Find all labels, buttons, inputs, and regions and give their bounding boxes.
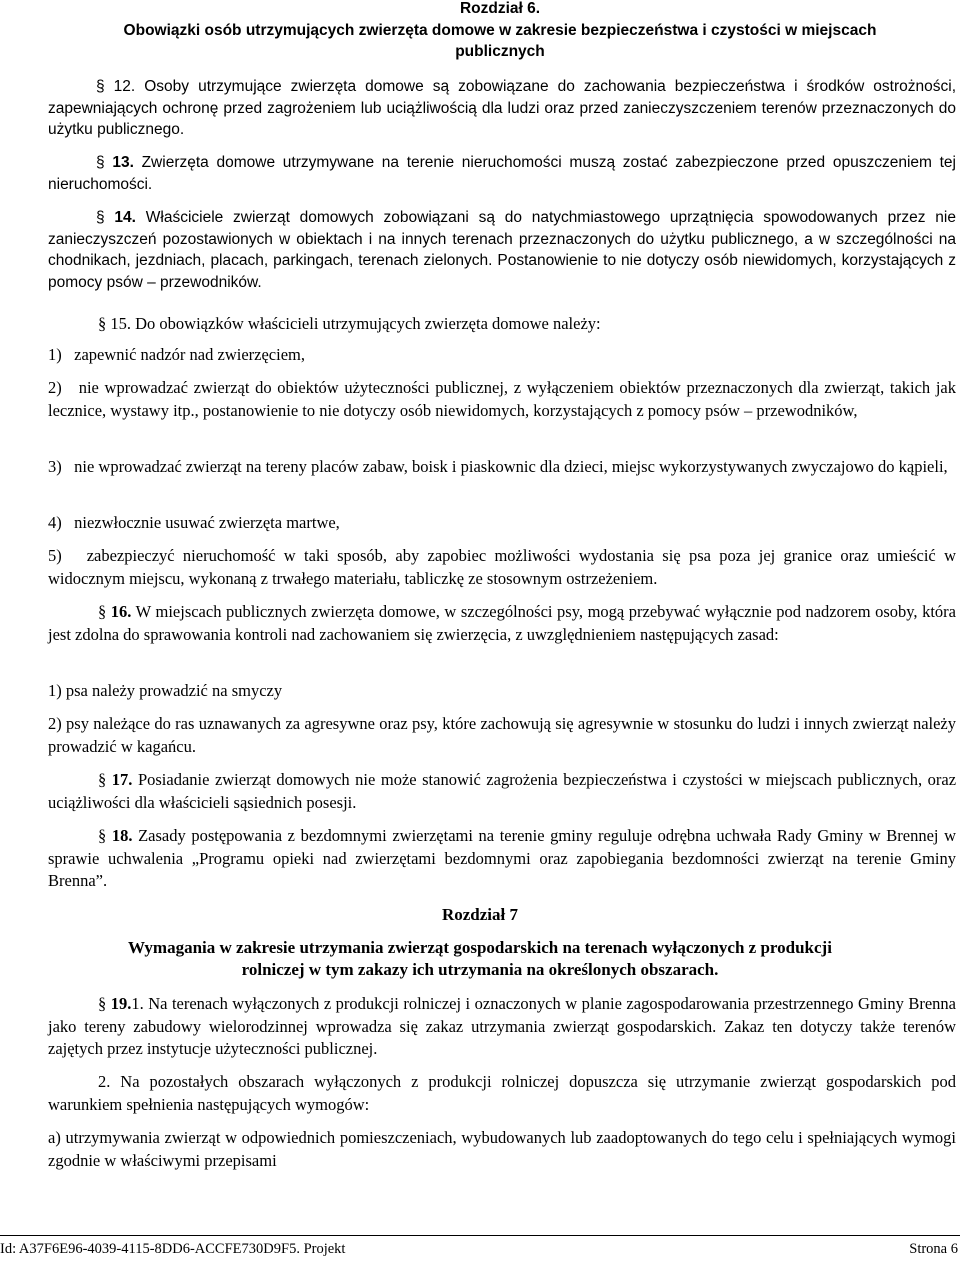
list-item-15-4: 4) niezwłocznie usuwać zwierzęta martwe, (48, 513, 340, 532)
paragraph-text: 2. Na pozostałych obszarach wyłączonych z produkcji rolniczej dopuszcza się utrzymanie zwierząt gospodarskich pod warunkiem spełnienia następujących wymogów: (48, 1072, 956, 1114)
section-sign: § (96, 154, 105, 171)
paragraph-text: Posiadanie zwierząt domowych nie może stanowić zagrożenia bezpieczeństwa i czystości w miejscach publicznych, oraz uciążliwości dla właścicieli sąsiednich posesji. (48, 770, 957, 812)
section-sign: § (98, 314, 107, 333)
paragraph-19-2 (48, 1071, 956, 1116)
paragraph-number: 16. (110, 602, 132, 621)
paragraph-14 (48, 207, 956, 293)
list-item-16-1: 1) psa należy prowadzić na smyczy (48, 681, 283, 700)
paragraph-17 (48, 769, 956, 814)
chapter-6-subtitle-line2: publicznych (455, 43, 545, 60)
section-sign: § (96, 78, 105, 95)
list-item-19-a: a) utrzymywania zwierząt w odpowiednich pomieszczeniach, wybudowanych lub zaadoptowanych do tego celu i spełniających wymogi zgodnie w właściwymi przepisami (48, 1128, 956, 1170)
paragraph-number: 14. (114, 209, 136, 226)
chapter-7-title: Rozdział 7 (441, 905, 519, 924)
paragraph-text: Zasady postępowania z bezdomnymi zwierzętami na terenie gminy reguluje odrębna uchwała Rady Gminy w Brennej w sprawie uchwalenia „Programu opieki nad zwierzętami bezdomnymi oraz zapobiegania bezdomności zwierząt na terenie Gminy Brenna”. (48, 826, 957, 890)
paragraph-text: W miejscach publicznych zwierzęta domowe, w szczególności psy, mogą przebywać wyłącznie pod nadzorem osoby, która jest zdolna do sprawowania kontroli nad zachowaniem się zwierzęcia, z uwzględnieniem następujących zasad: (48, 602, 956, 644)
paragraph-number: 13. (112, 154, 134, 171)
paragraph-number: 12. (113, 78, 136, 95)
subparagraph-number: 1. (131, 994, 144, 1013)
footer-document-id: Id: A37F6E96-4039-4115-8DD6-ACCFE730D9F5. Projekt (0, 1241, 346, 1257)
list-item-15-3: 3) nie wprowadzać zwierząt na tereny placów zabaw, boisk i piaskownic dla dzieci, miejsc wykorzystywanych zwyczajowo do kąpieli, (48, 457, 948, 476)
list-item-15-2: 2) nie wprowadzać zwierząt do obiektów użyteczności publicznej, z wyłączeniem obiektów przeznaczonych dla zwierząt, takich jak lecznice, wystawy itp., postanowienie to nie dotyczy osób niewidomych, korzystających z pomocy psów – przewodników, (48, 378, 956, 420)
paragraph-text: Do obowiązków właścicieli utrzymujących zwierzęta domowe należy: (135, 314, 601, 333)
list-item-15-5: 5) zabezpieczyć nieruchomość w taki sposób, aby zapobiec możliwości wydostania się psa poza jej granice oraz umieścić w widocznym miejscu, wykonaną z trwałego materiału, tabliczkę ze stosownym ostrzeżeniem. (48, 546, 956, 588)
chapter-6-subtitle-line1: Obowiązki osób utrzymujących zwierzęta domowe w zakresie bezpieczeństwa i czystości w miejscach (123, 22, 877, 39)
paragraph-text: Na terenach wyłączonych z produkcji rolniczej i oznaczonych w planie zagospodarowania przestrzennego Gminy Brenna jako tereny zabudowy wielorodzinnej wprowadza się zakaz utrzymania zwierząt gospodarskich. Zakaz ten dotyczy także terenów zajętych przez instytucje użyteczności publicznej. (48, 994, 956, 1058)
paragraph-text: Właściciele zwierząt domowych zobowiązani są do natychmiastowego uprzątnięcia spowodowanych przez nie zanieczyszczeń pozostawionych w obiektach i na innych terenach przeznaczonych do użytku publicznego, a w szczególności na chodnikach, jezdniach, placach, parkingach, terenach zielonych. Postanowienie to nie dotyczy osób niewidomych, korzystających z pomocy psów – przewodników. (48, 209, 956, 291)
paragraph-18 (48, 825, 956, 893)
paragraph-19 (48, 993, 956, 1061)
chapter-7-subtitle-line1: Wymagania w zakresie utrzymania zwierząt gospodarskich na terenach wyłączonych z produkcji (128, 938, 832, 957)
section-sign: § (98, 770, 107, 789)
paragraph-13 (48, 152, 956, 195)
paragraph-15 (48, 313, 956, 336)
chapter-7-subtitle-line2: rolniczej w tym zakazy ich utrzymania na określonych obszarach. (241, 960, 719, 979)
paragraph-16 (48, 601, 956, 646)
paragraph-number: 17. (111, 770, 133, 789)
paragraph-text: Osoby utrzymujące zwierzęta domowe są zobowiązane do zachowania bezpieczeństwa i środków ostrożności, zapewniających ochronę przed zagrożeniem lub uciążliwością dla ludzi oraz przed zanieczyszczeniem terenów przeznaczonych do użytku publicznego. (48, 78, 957, 138)
footer-page-number: Strona 6 (909, 1241, 958, 1257)
paragraph-12 (48, 76, 956, 141)
paragraph-number: 18. (111, 826, 133, 845)
section-sign: § (96, 209, 105, 226)
list-item-16-2: 2) psy należące do ras uznawanych za agresywne oraz psy, które zachowują się agresywnie w stosunku do ludzi i innych zwierząt należy prowadzić w kagańcu. (48, 714, 956, 756)
paragraph-number: 19. (110, 994, 132, 1013)
paragraph-number: 15. (110, 314, 131, 333)
paragraph-text: Zwierzęta domowe utrzymywane na terenie nieruchomości muszą zostać zabezpieczone przed opuszczeniem tej nieruchomości. (48, 154, 956, 193)
section-sign: § (98, 994, 107, 1013)
list-item-15-1: 1) zapewnić nadzór nad zwierzęciem, (48, 345, 305, 364)
footer-divider (0, 1235, 960, 1236)
chapter-6-title: Rozdział 6. (459, 0, 541, 17)
section-sign: § (98, 602, 107, 621)
section-sign: § (98, 826, 107, 845)
